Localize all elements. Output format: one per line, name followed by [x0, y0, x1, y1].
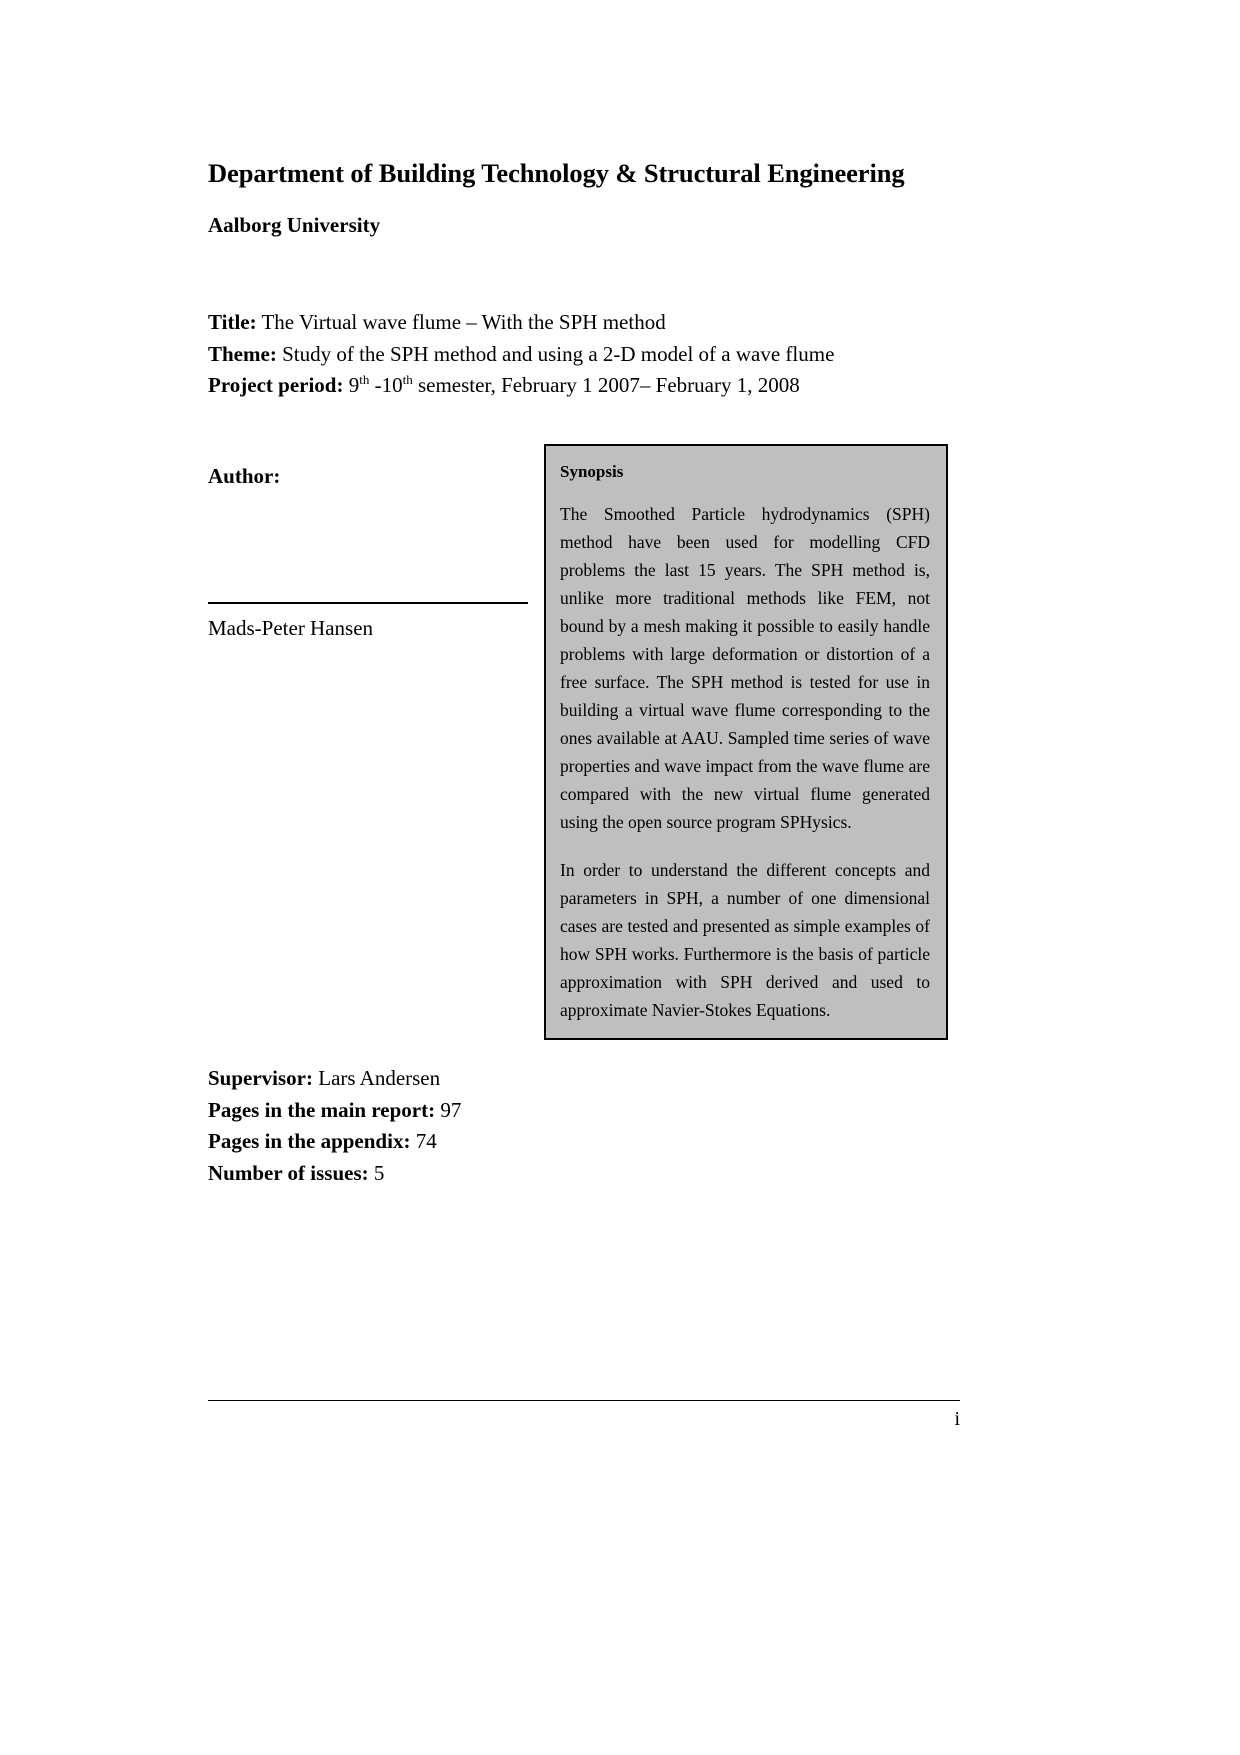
- meta-line-theme: [208, 339, 960, 371]
- meta-line-title: [208, 307, 960, 339]
- appendix-pages-label: Pages in the appendix:: [208, 1129, 411, 1153]
- project-period-dates: semester, February 1 2007– February 1, 2008: [412, 373, 800, 397]
- info-line-main-pages: [208, 1095, 808, 1127]
- signature-rule: [208, 602, 528, 604]
- author-name: Mads-Peter Hansen: [208, 616, 374, 640]
- project-period-label: Project period:: [208, 373, 344, 397]
- synopsis-paragraph-2: In order to understand the different concepts and parameters in SPH, a number of one dimensional cases are tested and presented as simple examples of how SPH works. Furthermore is the basis of particle approximation with SPH derived and used to approximate Navier-Stokes Equations.: [560, 860, 930, 1020]
- ordinal-suffix-second: th: [402, 372, 413, 387]
- issues-label: Number of issues:: [208, 1160, 369, 1185]
- synopsis-box: [544, 444, 948, 1040]
- theme-label: Theme:: [208, 341, 277, 366]
- synopsis-paragraph-1: The Smoothed Particle hydrodynamics (SPH) method have been used for modelling CFD problems the last 15 years. The SPH method is, unlike more traditional methods like FEM, not bound by a mesh making it possible to easily handle problems with large deformation or distortion of a free surface. The SPH method is tested for use in building a virtual wave flume corresponding to the ones available at AAU. Sampled time series of wave properties and wave impact from the wave flume are compared with the new virtual flume generated using the open source program SPHysics.: [560, 504, 930, 832]
- issues-value: 5: [368, 1160, 385, 1185]
- title-label: Title:: [208, 310, 257, 334]
- info-line-appendix-pages: [208, 1126, 808, 1158]
- supervisor-label: Supervisor:: [208, 1066, 313, 1090]
- synopsis-heading: Synopsis: [560, 462, 624, 481]
- ordinal-suffix-first: th: [359, 372, 370, 387]
- meta-line-project-period: [208, 370, 960, 402]
- appendix-pages-value: 74: [410, 1129, 437, 1153]
- theme-value: Study of the SPH method and using a 2-D model of a wave flume: [276, 341, 835, 366]
- project-period-semester-first: 9: [343, 373, 360, 397]
- page-number: i: [954, 1408, 960, 1430]
- footer-divider: [208, 1400, 960, 1401]
- project-period-semester-second: -10: [369, 373, 403, 397]
- info-line-number-of-issues: [208, 1158, 808, 1190]
- title-value: The Virtual wave flume – With the SPH method: [256, 310, 666, 334]
- main-pages-value: 97: [435, 1097, 462, 1122]
- author-label: Author:: [208, 464, 281, 488]
- page-content: [208, 0, 960, 1755]
- university-name: Aalborg University: [208, 213, 381, 237]
- report-meta-block: [208, 307, 960, 402]
- report-info-block: [208, 1063, 808, 1189]
- info-line-supervisor: [208, 1063, 808, 1095]
- department-title: Department of Building Technology & Structural Engineering: [208, 158, 905, 188]
- main-pages-label: Pages in the main report:: [208, 1097, 436, 1122]
- supervisor-value: Lars Andersen: [313, 1066, 441, 1090]
